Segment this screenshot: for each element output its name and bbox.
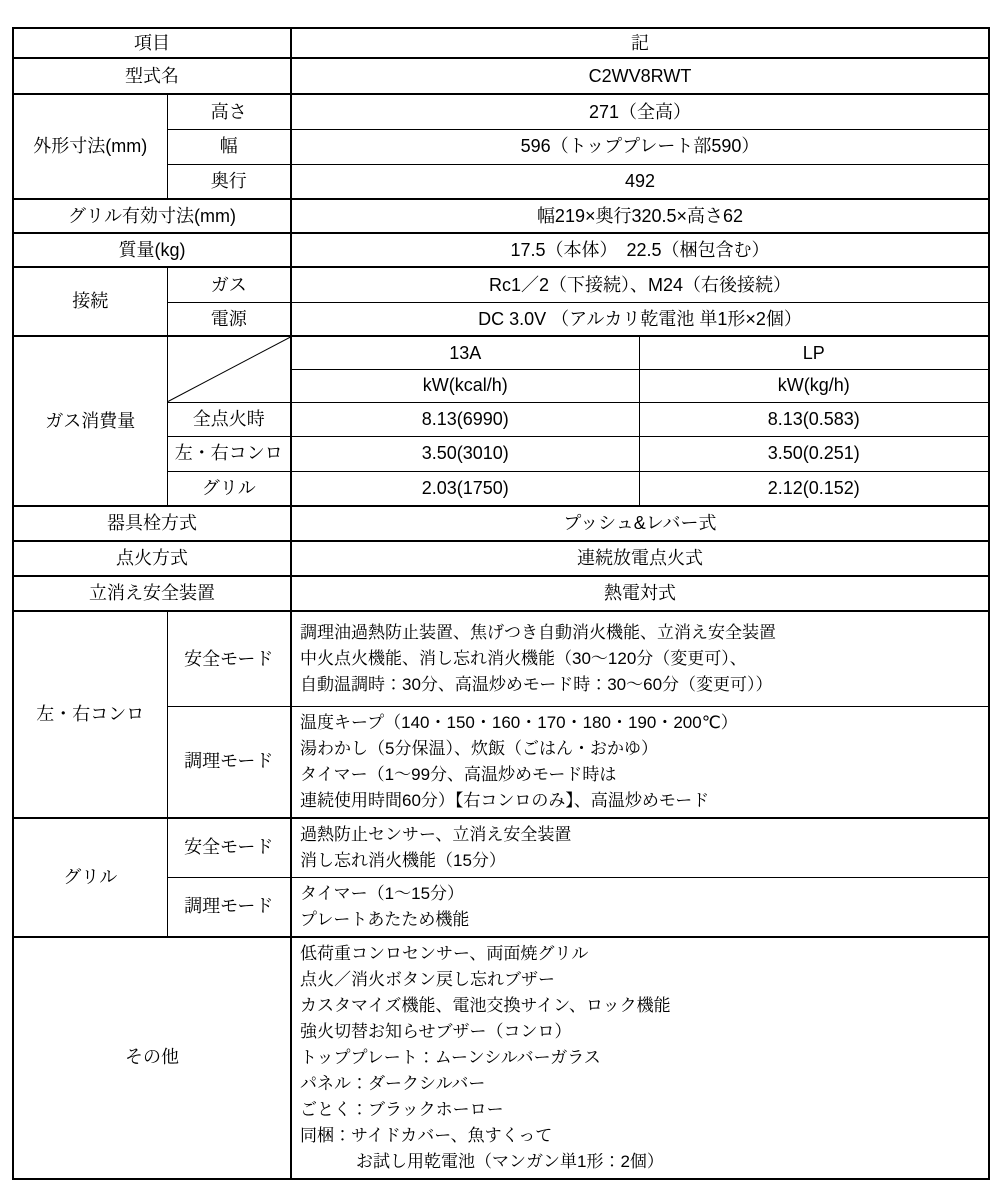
gas-row-all-13a: 8.13(6990) [291, 402, 639, 436]
dimensions-width-label: 幅 [167, 129, 291, 164]
grill-size-value: 幅219×奥行320.5×高さ62 [291, 199, 989, 233]
model-label: 型式名 [13, 58, 291, 94]
text-line: 点火／消火ボタン戻し忘れブザー [300, 969, 555, 989]
dimensions-height-value: 271（全高） [291, 94, 989, 129]
text-line: 中火点火機能、消し忘れ消火機能（30～120分（変更可）、 [300, 648, 747, 668]
gas-row-burner-lp: 3.50(0.251) [639, 436, 989, 471]
other-section-label: その他 [13, 937, 291, 1179]
text-line: 同梱：サイドカバー、魚すくって [300, 1125, 553, 1145]
text-line: 調理油過熱防止装置、焦げつき自動消火機能、立消え安全装置 [300, 622, 776, 642]
grill-cooking-label: 調理モード [167, 877, 291, 937]
flame-failure-label: 立消え安全装置 [13, 576, 291, 611]
gas-type-lp-header: LP [639, 336, 989, 369]
connection-label: 接続 [13, 267, 167, 336]
konro-safety-label: 安全モード [167, 611, 291, 706]
valve-type-value: プッシュ&レバー式 [291, 506, 989, 541]
dimensions-label: 外形寸法(mm) [13, 94, 167, 199]
text-line: 連続使用時間60分）【右コンロのみ】、高温炒めモード [300, 790, 710, 810]
gas-row-burner-13a: 3.50(3010) [291, 436, 639, 471]
konro-safety-text [291, 611, 989, 706]
ignition-type-label: 点火方式 [13, 541, 291, 576]
diagonal-divider-cell [167, 336, 291, 402]
connection-gas-value: Rc1／2（下接続）、M24（右後接続） [291, 267, 989, 302]
grill-size-label: グリル有効寸法(mm) [13, 199, 291, 233]
weight-label: 質量(kg) [13, 233, 291, 267]
flame-failure-value: 熱電対式 [291, 576, 989, 611]
connection-power-label: 電源 [167, 302, 291, 336]
text-line: 過熱防止センサー、立消え安全装置 [300, 824, 572, 844]
text-line: ごとく：ブラックホーロー [300, 1099, 504, 1119]
ignition-type-value: 連続放電点火式 [291, 541, 989, 576]
text-line: 消し忘れ消火機能（15分） [300, 850, 506, 870]
grill-cooking-text [291, 877, 989, 937]
gas-row-all-lp: 8.13(0.583) [639, 402, 989, 436]
text-line: 強火切替お知らせブザー（コンロ） [300, 1021, 572, 1041]
gas-unit-lp: kW(kg/h) [639, 369, 989, 402]
dimensions-depth-label: 奥行 [167, 164, 291, 199]
connection-power-value: DC 3.0V （アルカリ乾電池 単1形×2個） [291, 302, 989, 336]
gas-row-grill-13a: 2.03(1750) [291, 471, 639, 506]
valve-type-label: 器具栓方式 [13, 506, 291, 541]
header-item-cell: 項目 [13, 28, 291, 58]
gas-consumption-label: ガス消費量 [13, 336, 167, 506]
gas-type-13a-header: 13A [291, 336, 639, 369]
text-line: プレートあたため機能 [300, 909, 470, 929]
text-line: タイマー（1～15分） [300, 883, 465, 903]
other-text [291, 937, 989, 1179]
text-line: 湯わかし（5分保温）、炊飯（ごはん・おかゆ） [300, 738, 658, 758]
model-value: C2WV8RWT [291, 58, 989, 94]
header-value-cell: 記 [291, 28, 989, 58]
grill-safety-label: 安全モード [167, 818, 291, 878]
grill-section-label: グリル [13, 818, 167, 937]
grill-safety-text [291, 818, 989, 878]
connection-gas-label: ガス [167, 267, 291, 302]
spec-table [12, 27, 990, 1180]
dimensions-width-value: 596（トッププレート部590） [291, 129, 989, 164]
text-line: 自動温調時：30分、高温炒めモード時：30～60分（変更可）） [300, 674, 773, 694]
dimensions-height-label: 高さ [167, 94, 291, 129]
text-line: お試し用乾電池（マンガン単1形：2個） [356, 1151, 664, 1171]
text-line: 温度キープ（140・150・160・170・180・190・200℃） [300, 712, 738, 732]
text-line: タイマー（1～99分、高温炒めモード時は [300, 764, 617, 784]
konro-section-label: 左・右コンロ [13, 611, 167, 818]
gas-row-all-label: 全点火時 [167, 402, 291, 436]
weight-value: 17.5（本体） 22.5（梱包含む） [291, 233, 989, 267]
text-line: パネル：ダークシルバー [300, 1073, 486, 1093]
konro-cooking-text [291, 706, 989, 818]
konro-cooking-label: 調理モード [167, 706, 291, 818]
gas-row-burner-label: 左・右コンロ [167, 436, 291, 471]
text-line: カスタマイズ機能、電池交換サイン、ロック機能 [300, 995, 671, 1015]
text-line: 低荷重コンロセンサー、両面焼グリル [300, 943, 589, 963]
dimensions-depth-value: 492 [291, 164, 989, 199]
gas-unit-13a: kW(kcal/h) [291, 369, 639, 402]
diagonal-line [168, 337, 291, 402]
gas-row-grill-lp: 2.12(0.152) [639, 471, 989, 506]
gas-row-grill-label: グリル [167, 471, 291, 506]
text-line: トッププレート：ムーンシルバーガラス [300, 1047, 601, 1067]
